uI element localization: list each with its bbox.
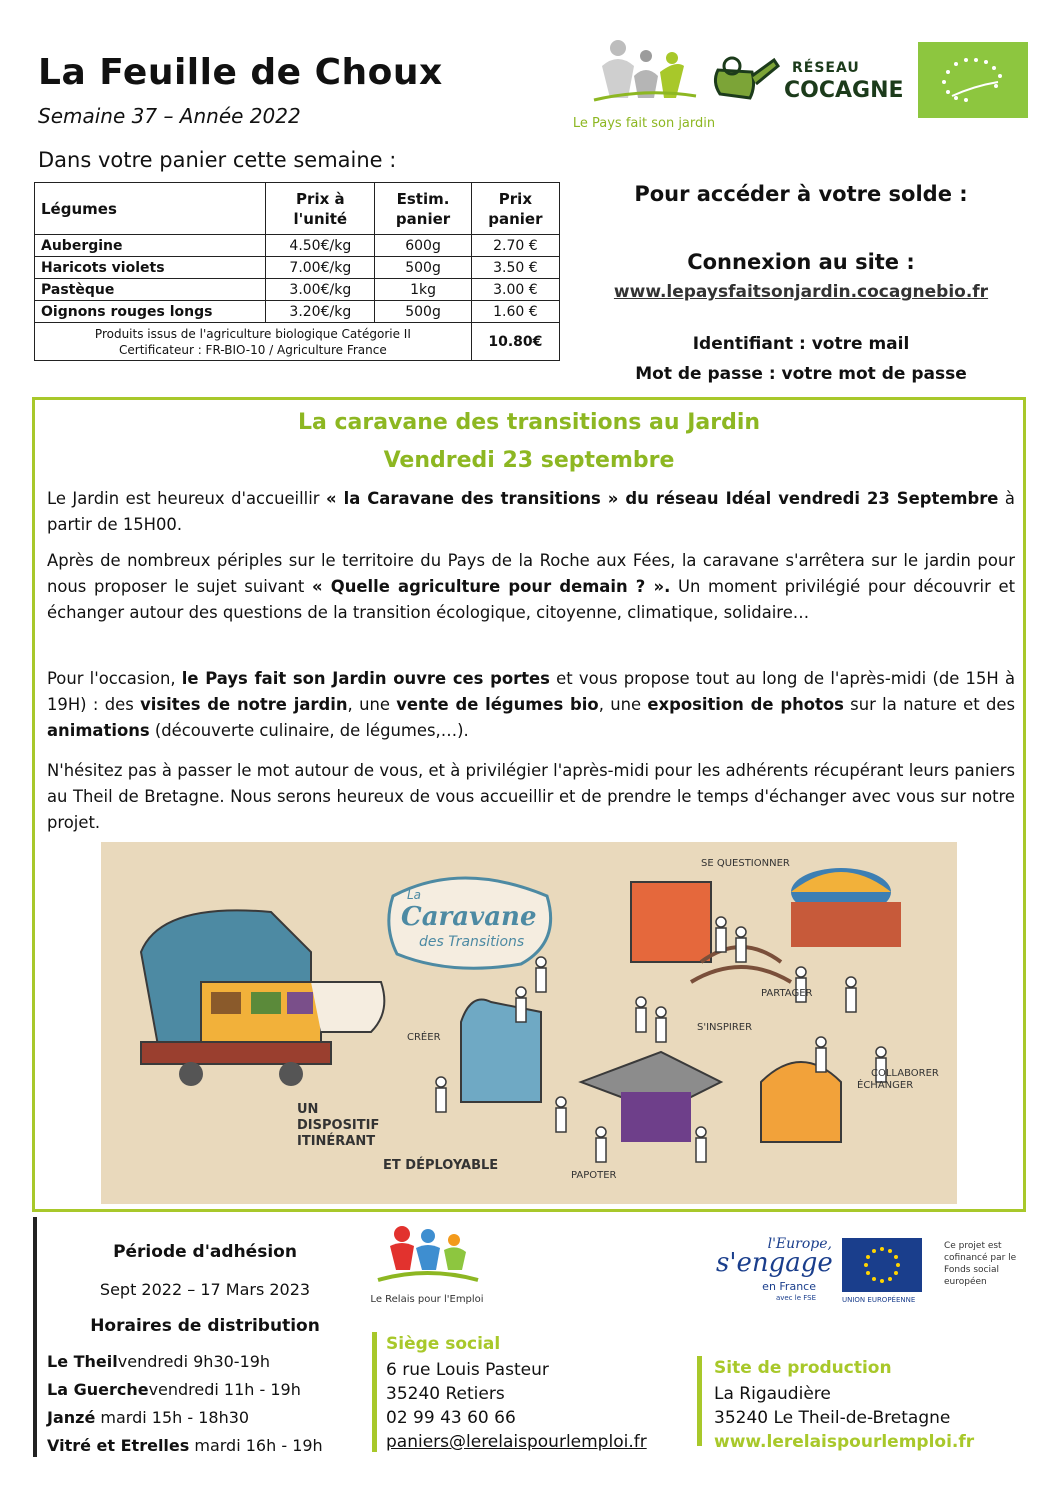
- label-inspirer: S'INSPIRER: [697, 1022, 753, 1033]
- row-name: Pastèque: [35, 279, 266, 301]
- row-estim: 500g: [375, 301, 471, 323]
- cocagne-label: COCAGNE: [784, 78, 904, 103]
- eu-stars-icon: [842, 1238, 922, 1292]
- europe-line2: s'engage: [716, 1248, 833, 1278]
- illus-logo-la: La: [407, 888, 422, 902]
- organic-note-line1: Produits issus de l'agriculture biologique Catégorie II: [94, 326, 411, 341]
- row-unit-price: 3.00€/kg: [266, 279, 375, 301]
- site-title: Site de production: [714, 1358, 892, 1378]
- label-partager: PARTAGER: [761, 988, 813, 999]
- caravane-illustration: [101, 842, 957, 1204]
- label-questionner: SE QUESTIONNER: [701, 858, 790, 869]
- article-paragraph-3: Pour l'occasion, le Pays fait son Jardin ouvre ces portes et vous propose tout au long de l'après-midi (de 15H à 19H) : des visites de notre jardin, une vente de légumes bio, une exposition de photos sur la nature et des animations (découverte culinaire, de légumes,…).: [47, 669, 1016, 740]
- distribution-row: La Guerchevendredi 11h - 19h: [47, 1380, 301, 1399]
- newsletter-title: La Feuille de Choux: [38, 52, 443, 93]
- site-bar: [697, 1356, 702, 1446]
- siege-address-line: 35240 Retiers: [386, 1384, 505, 1404]
- row-estim: 600g: [375, 235, 471, 257]
- site-url-link[interactable]: www.lerelaispourlemploi.fr: [714, 1432, 975, 1452]
- eu-flag: [842, 1238, 922, 1292]
- reseau-cocagne-logo: [710, 50, 906, 110]
- basket-table: [34, 182, 560, 361]
- site-address-line: La Rigaudière: [714, 1384, 831, 1404]
- table-row: [35, 279, 560, 301]
- pays-fait-son-jardin-logo: [572, 36, 716, 132]
- row-estim: 1kg: [375, 279, 471, 301]
- row-price: 2.70 €: [471, 235, 559, 257]
- siege-title: Siège social: [386, 1334, 501, 1354]
- label-collaborer: COLLABORER: [871, 1068, 939, 1079]
- siege-email-link[interactable]: paniers@lerelaispourlemploi.fr: [386, 1432, 647, 1452]
- distribution-row: Vitré et Etrelles mardi 16h - 19h: [47, 1436, 323, 1455]
- row-unit-price: 4.50€/kg: [266, 235, 375, 257]
- label-papoter: PAPOTER: [571, 1170, 617, 1181]
- watering-can-icon: [710, 52, 782, 108]
- label-deployable: ET DÉPLOYABLE: [383, 1158, 499, 1173]
- row-name: Oignons rouges longs: [35, 301, 266, 323]
- distribution-row: Janzé mardi 15h - 18h30: [47, 1408, 250, 1427]
- account-link[interactable]: www.lepaysfaitsonjardin.cocagnebio.fr: [613, 282, 989, 302]
- europe-line4: avec le FSE: [775, 1294, 816, 1302]
- site-address-line: 35240 Le Theil-de-Bretagne: [714, 1408, 951, 1428]
- article-date: Vendredi 23 septembre: [383, 448, 675, 473]
- newsletter-subtitle: Semaine 37 – Année 2022: [38, 104, 301, 128]
- relais-people-icon: [372, 1222, 482, 1292]
- basket-total: 10.80€: [471, 323, 559, 361]
- table-row: [35, 235, 560, 257]
- row-unit-price: 3.20€/kg: [266, 301, 375, 323]
- label-echanger: ÉCHANGER: [857, 1080, 914, 1091]
- hours-title: Horaires de distribution: [90, 1316, 320, 1336]
- logo-caption: Le Pays fait son jardin: [572, 116, 716, 131]
- basket-heading: Dans votre panier cette semaine :: [38, 148, 397, 172]
- row-price: 3.00 €: [471, 279, 559, 301]
- article-paragraph-1: Le Jardin est heureux d'accueillir « la Caravane des transitions » du réseau Idéal vendredi 23 Septembre à partir de 15H00.: [47, 489, 1015, 534]
- organic-note: [35, 323, 472, 361]
- label-dispositif: UN DISPOSITIF ITINÉRANT: [297, 1102, 380, 1149]
- row-unit-price: 7.00€/kg: [266, 257, 375, 279]
- distribution-row: Le Theilvendredi 9h30-19h: [47, 1352, 271, 1371]
- period-title: Période d'adhésion: [113, 1242, 297, 1262]
- password-info: Mot de passe : votre mot de passe: [635, 364, 967, 384]
- article-paragraph-4: N'hésitez pas à passer le mot autour de vous, et à privilégier l'après-midi pour les adhérents récupérant leurs paniers au Theil de Bretagne. Nous serons heureux de vous accueillir et de prendre le temps d'échanger avec vous sur notre projet.: [47, 761, 1015, 832]
- row-name: Aubergine: [35, 235, 266, 257]
- row-name: Haricots violets: [35, 257, 266, 279]
- col-header-price: Prix panier: [471, 183, 559, 235]
- reseau-label: RÉSEAU: [792, 60, 860, 76]
- article-title: La caravane des transitions au Jardin: [297, 410, 761, 435]
- row-price: 3.50 €: [471, 257, 559, 279]
- balance-heading: Pour accéder à votre solde :: [634, 182, 968, 206]
- europe-line1: l'Europe,: [767, 1236, 832, 1252]
- period-dates: Sept 2022 – 17 Mars 2023: [99, 1280, 311, 1299]
- footer-left-bar: [33, 1217, 37, 1457]
- eu-organic-logo: [918, 42, 1028, 118]
- table-row: [35, 301, 560, 323]
- relais-logo-text: Le Relais pour l'Emploi: [370, 1294, 484, 1305]
- label-creer: CRÉER: [407, 1032, 441, 1043]
- people-logo-icon: [584, 36, 704, 106]
- col-header-unit-price: Prix à l'unité: [266, 183, 375, 235]
- siege-bar: [372, 1332, 377, 1452]
- organic-note-line2: Certificateur : FR-BIO-10 / Agriculture France: [119, 342, 387, 357]
- login-info: Identifiant : votre mail: [692, 334, 910, 354]
- row-price: 1.60 €: [471, 301, 559, 323]
- table-row: [35, 257, 560, 279]
- siege-address-line: 6 rue Louis Pasteur: [386, 1360, 549, 1380]
- col-header-legumes: Légumes: [35, 183, 266, 235]
- siege-phone: 02 99 43 60 66: [386, 1408, 516, 1428]
- eu-leaf-stars-icon: [918, 42, 1028, 118]
- col-header-estim: Estim. panier: [375, 183, 471, 235]
- connect-heading: Connexion au site :: [687, 250, 915, 274]
- illus-logo-caravane: Caravane: [401, 902, 537, 932]
- row-estim: 500g: [375, 257, 471, 279]
- europe-engage-logo: [716, 1236, 832, 1306]
- fse-note: Ce projet est cofinancé par le Fonds social européen: [944, 1241, 1017, 1287]
- ue-label: UNION EUROPÉENNE: [842, 1296, 916, 1304]
- relais-logo: [372, 1222, 482, 1312]
- europe-line3: en France: [762, 1280, 816, 1293]
- caravane-scene-icon: [101, 842, 957, 1204]
- article-paragraph-2: Après de nombreux périples sur le territoire du Pays de la Roche aux Fées, la caravane s'arrêtera sur le jardin pour nous proposer le sujet suivant « Quelle agriculture pour demain ? ». Un moment privilégié pour découvrir et échanger autour des questions de la transition écologique, citoyenne, climatique, solidaire…: [47, 551, 1015, 622]
- illus-logo-transitions: des Transitions: [419, 934, 525, 950]
